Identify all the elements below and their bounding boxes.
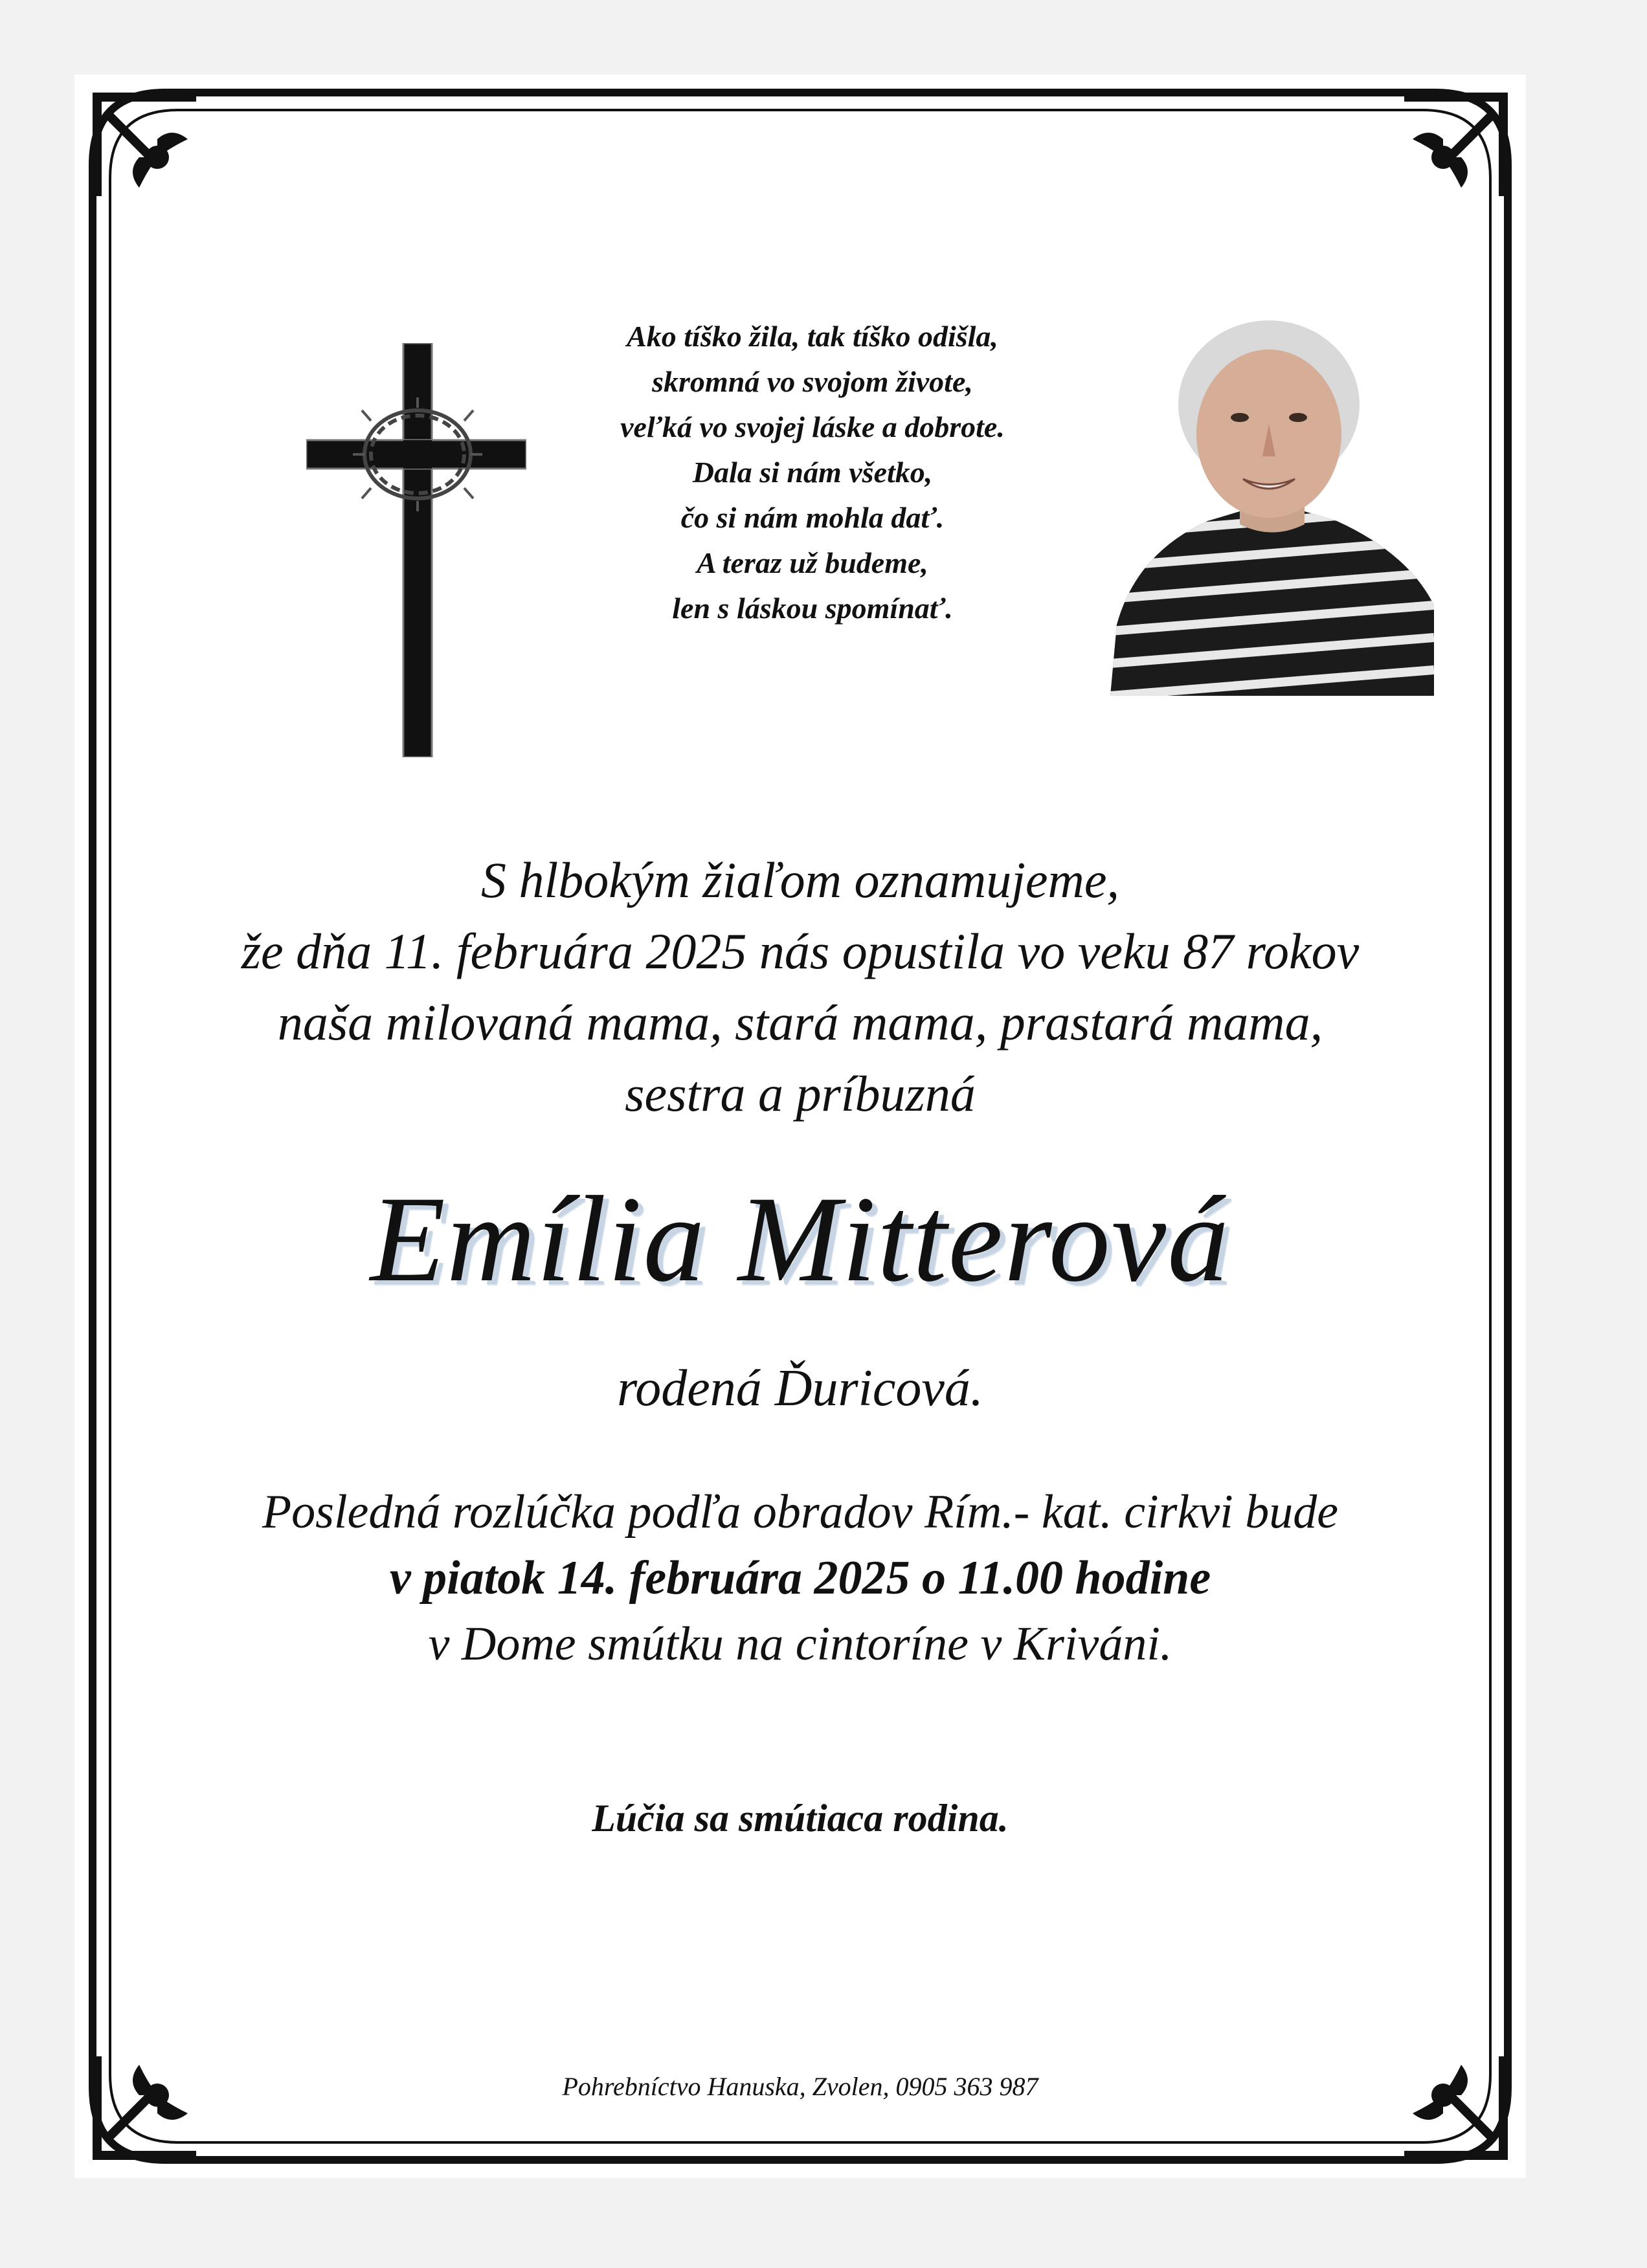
funeral-line: Posledná rozlúčka podľa obradov Rím.- kat. cirkvi bude	[262, 1485, 1339, 1539]
maiden-name: rodená Ďuricová.	[617, 1360, 983, 1417]
death-announcement	[74, 845, 1526, 1129]
undertaker-info: Pohrebníctvo Hanuska, Zvolen, 0905 363 987	[562, 2072, 1038, 2101]
poem-line: čo si nám mohla dať.	[680, 501, 945, 534]
announcement-line: že dňa 11. februára 2025 nás opustila vo veku 87 rokov	[241, 923, 1360, 979]
poem-line: veľká vo svojej láske a dobrote.	[620, 410, 1005, 443]
funeral-details	[74, 1479, 1526, 1677]
mourning-family: Lúčia sa smútiaca rodina.	[592, 1797, 1009, 1840]
poem-line: A teraz už budeme,	[697, 546, 928, 579]
funeral-date-time: v piatok 14. februára 2025 o 11.00 hodine	[389, 1551, 1211, 1605]
poem-line: Ako tíško žila, tak tíško odišla,	[627, 320, 998, 353]
obituary-sheet	[74, 74, 1526, 2178]
announcement-line: S hlbokým žiaľom oznamujeme,	[481, 852, 1119, 908]
portrait-photo	[1110, 320, 1434, 696]
funeral-location: v Dome smútku na cintoríne v Kriváni.	[428, 1618, 1172, 1671]
poem-line: skromná vo svojom živote,	[652, 365, 973, 398]
announcement-line: sestra a príbuzná	[625, 1065, 976, 1122]
poem-line: len s láskou spomínať.	[672, 592, 953, 625]
deceased-name: Emília Mitterová	[370, 1172, 1231, 1307]
poem-line: Dala si nám všetko,	[692, 456, 933, 489]
announcement-line: naša milovaná mama, stará mama, prastará mama,	[277, 994, 1323, 1051]
memorial-poem	[463, 314, 1162, 631]
